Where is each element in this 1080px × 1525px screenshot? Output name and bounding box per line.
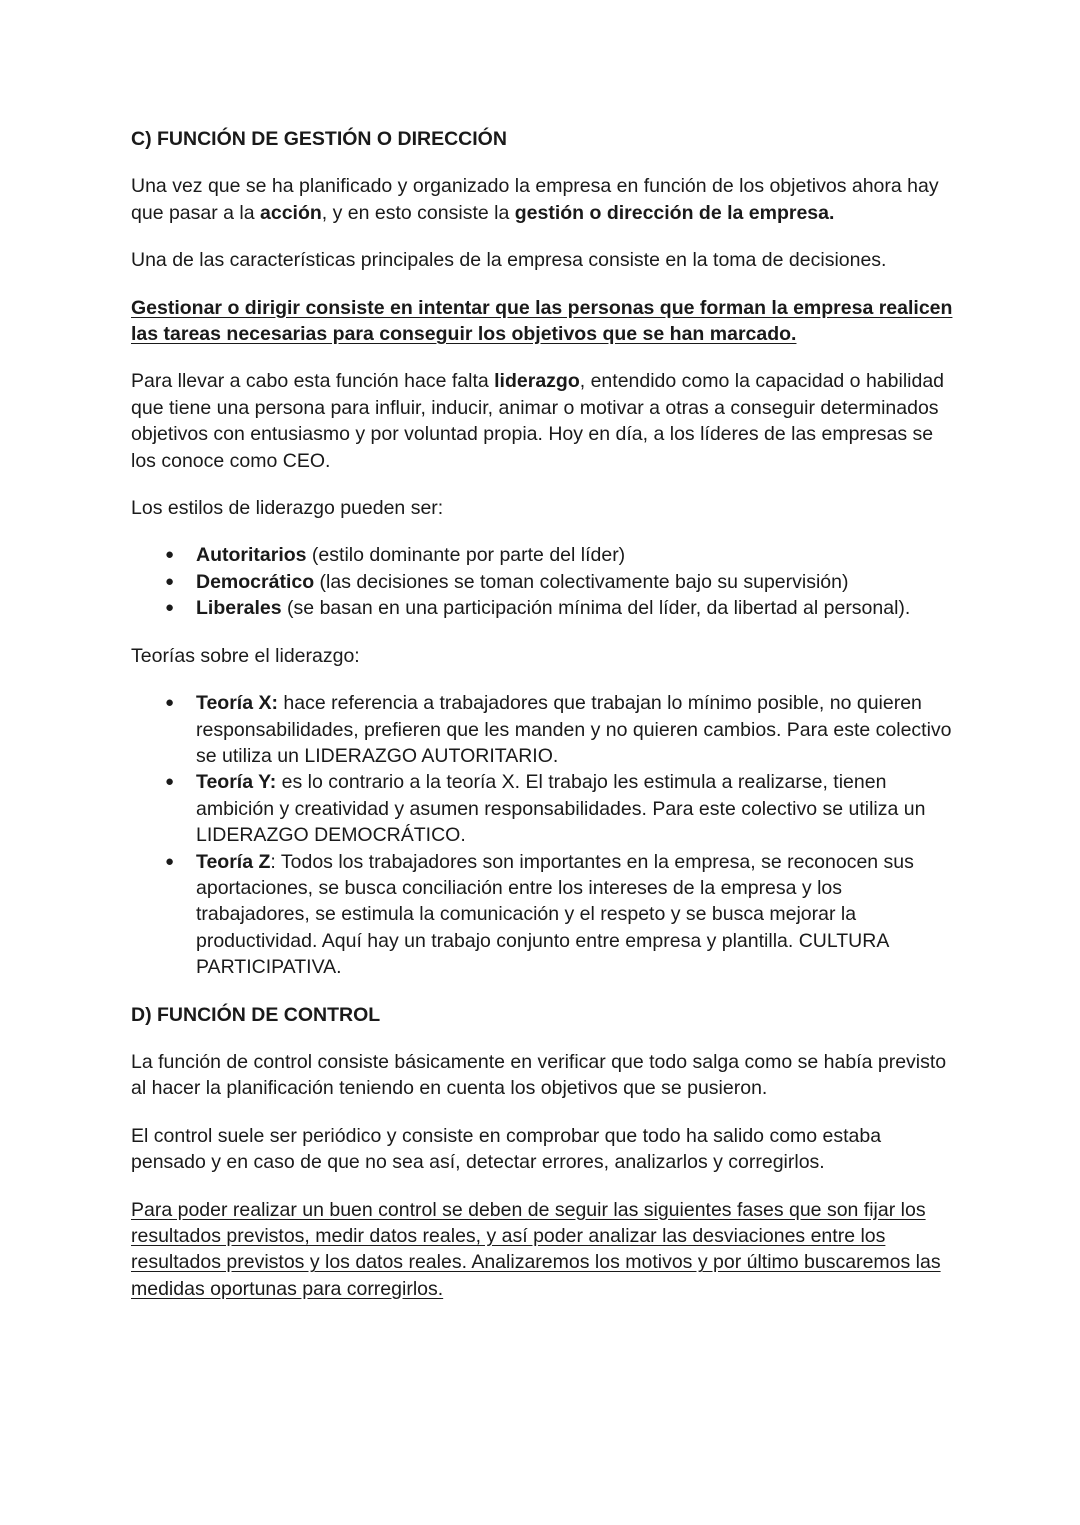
section-c-paragraph-leadership <box>131 368 961 474</box>
list-item <box>196 569 961 595</box>
text: Una vez que se ha planificado y organizado la empresa en función de los objetivos ahora hay que pasar a la <box>131 175 939 224</box>
theories-intro: Teorías sobre el liderazgo: <box>131 644 360 667</box>
leadership-styles-list <box>131 542 961 621</box>
section-d-paragraph-2: El control suele ser periódico y consiste en comprobar que todo ha salido como estaba pensado y en caso de que no sea así, detectar errores, analizarlos y corregirlos. <box>131 1124 882 1174</box>
bold-term-accion: acción <box>260 201 322 224</box>
style-term: Democrático <box>196 570 315 593</box>
theory-term: Teoría Z <box>196 850 271 873</box>
list-item <box>196 849 961 981</box>
bold-term-liderazgo: liderazgo <box>494 370 580 393</box>
leadership-theories-list <box>131 690 961 980</box>
theory-term: Teoría X: <box>196 692 278 715</box>
text: , y en esto consiste la <box>321 201 515 224</box>
bold-term-gestion: gestión o dirección de la empresa. <box>514 201 835 224</box>
theory-desc: es lo contrario a la teoría X. El trabajo les estimula a realizarse, tienen ambición y creatividad y asumen responsabilidades. Para este colectivo se utiliza un LIDERAZGO DEMOCRÁTICO. <box>196 771 926 847</box>
section-c-title: C) FUNCIÓN DE GESTIÓN O DIRECCIÓN <box>131 128 507 150</box>
style-desc: (las decisiones se toman colectivamente bajo su supervisión) <box>314 570 849 593</box>
list-item <box>196 690 961 769</box>
section-d-title: D) FUNCIÓN DE CONTROL <box>131 1003 381 1026</box>
list-item <box>196 595 961 621</box>
list-item <box>196 769 961 848</box>
style-term: Autoritarios <box>196 544 307 567</box>
section-c-definition <box>131 295 961 348</box>
style-desc: (estilo dominante por parte del líder) <box>306 544 626 567</box>
document-page <box>131 126 961 1323</box>
theory-term: Teoría Y: <box>196 771 277 794</box>
theory-desc: : Todos los trabajadores son importantes en la empresa, se reconocen sus aportaciones, se busca conciliación entre los intereses de la empresa y los trabajadores, se estimula la comunicación y el respeto y se busca mejorar la productividad. Aquí hay un trabajo conjunto entre empresa y plantilla. CULTURA PARTICIPATIVA. <box>196 850 914 979</box>
style-term: Liberales <box>196 597 282 620</box>
control-phases-text: Para poder realizar un buen control se deben de seguir las siguientes fases que son fijar los resultados previstos, medir datos reales, y así poder analizar las desviaciones entre los resultados previstos y los datos reales. Analizaremos los motivos y por último buscaremos las medidas oportunas para corregirlos. <box>131 1198 941 1300</box>
section-d-paragraph-3 <box>131 1197 961 1303</box>
styles-intro: Los estilos de liderazgo pueden ser: <box>131 497 444 520</box>
definition-text: Gestionar o dirigir consiste en intentar que las personas que forman la empresa realicen las tareas necesarias para conseguir los objetivos que se han marcado. <box>131 296 953 346</box>
list-item <box>196 542 961 568</box>
text: Para llevar a cabo esta función hace falta <box>131 370 495 393</box>
section-c-paragraph-2: Una de las características principales de la empresa consiste en la toma de decisiones. <box>131 249 887 272</box>
text: , entendido como la capacidad o habilidad que tiene una persona para influir, inducir, animar o motivar a otras a conseguir determinados objetivos con entusiasmo y por voluntad propia. Hoy en día, a los líderes de las empresas se los conoce como CEO. <box>131 370 945 472</box>
section-c-paragraph-1 <box>131 173 961 226</box>
section-d-paragraph-1: La función de control consiste básicamente en verificar que todo salga como se había previsto al hacer la planificación teniendo en cuenta los objetivos que se pusieron. <box>131 1050 947 1100</box>
theory-desc: hace referencia a trabajadores que trabajan lo mínimo posible, no quieren responsabilidades, prefieren que les manden y no quieren cambios. Para este colectivo se utiliza un LIDERAZGO AUTORITARIO. <box>196 692 952 767</box>
style-desc: (se basan en una participación mínima del líder, da libertad al personal). <box>281 597 911 620</box>
